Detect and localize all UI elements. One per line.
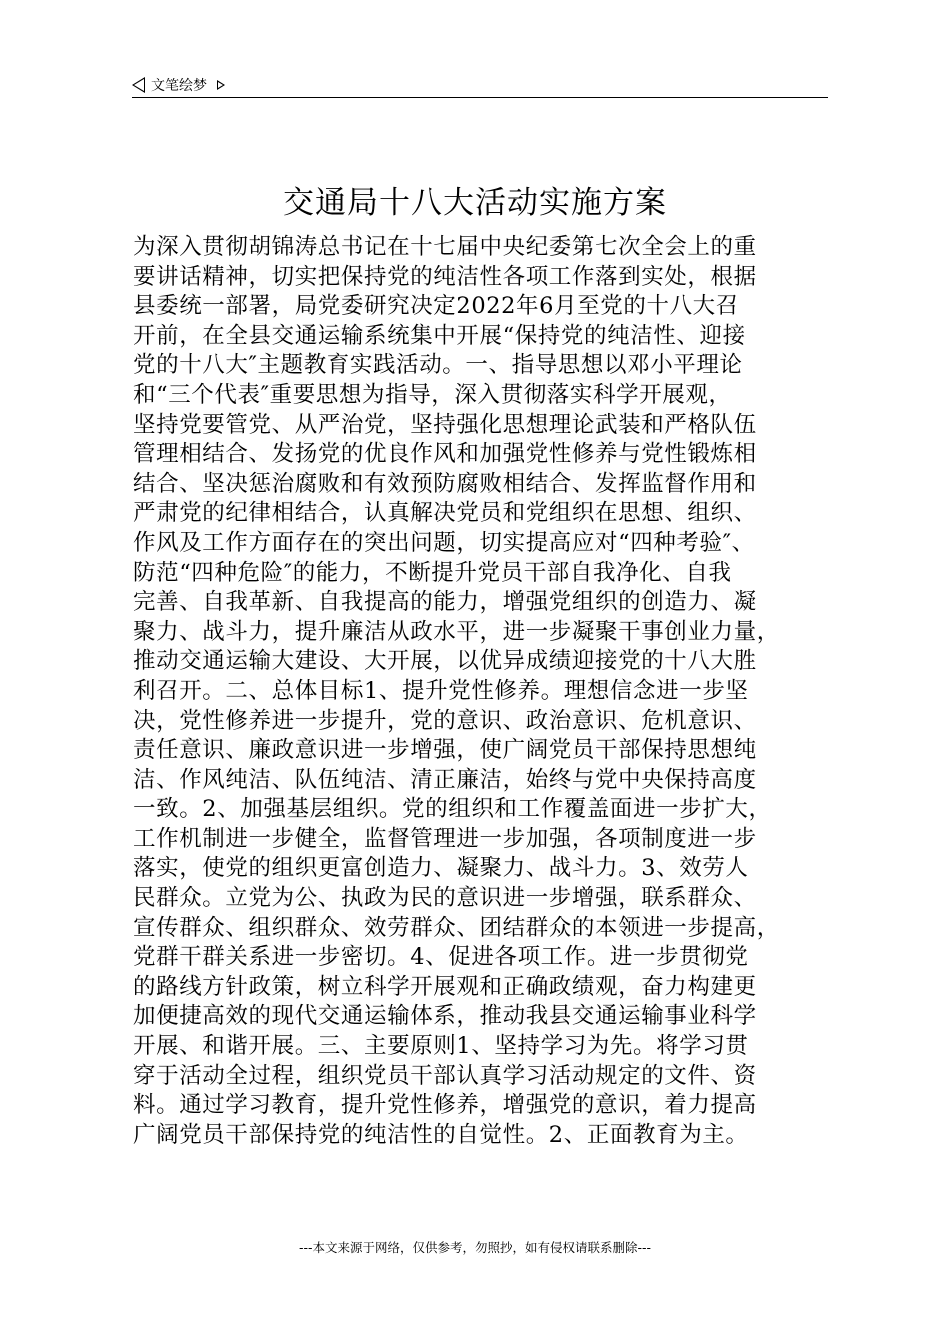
body-line: 结合、坚决惩治腐败和有效预防腐败相结合、发挥监督作用和 <box>133 470 757 497</box>
body-line: 民群众。立党为公、执政为民的意识进一步增强，联系群众、 <box>133 885 757 912</box>
body-line: 宣传群众、组织群众、效劳群众、团结群众的本领进一步提高， <box>133 914 780 941</box>
body-line: 推动交通运输大建设、大开展，以优异成绩迎接党的十八大胜 <box>133 648 757 675</box>
body-line: 开前，在全县交通运输系统集中开展“保持党的纯洁性、迎接 <box>133 322 746 349</box>
body-line: 严肃党的纪律相结合，认真解决党员和党组织在思想、组织、 <box>133 500 757 527</box>
document-body <box>133 233 833 1150</box>
body-line: 工作机制进一步健全，监督管理进一步加强，各项制度进一步 <box>133 825 757 852</box>
body-line: 的路线方针政策，树立科学开展观和正确政绩观，奋力构建更 <box>133 973 757 1000</box>
header-brand: 文笔绘梦 <box>151 78 207 94</box>
triangle-left-icon <box>132 77 145 93</box>
document-title: 交通局十八大活动实施方案 <box>283 185 667 221</box>
body-line: 和“三个代表″重要思想为指导，深入贯彻落实科学开展观， <box>133 381 732 408</box>
header-divider <box>132 97 828 98</box>
body-line: 料。通过学习教育，提升党性修养，增强党的意识，着力提高 <box>133 1092 757 1119</box>
body-line: 聚力、战斗力，提升廉洁从政水平，进一步凝聚干事创业力量， <box>133 618 780 645</box>
triangle-right-icon <box>217 80 225 90</box>
body-line: 决，党性修养进一步提升，党的意识、政治意识、危机意识、 <box>133 707 757 734</box>
footer-notice: ---本文来源于网络，仅供参考，勿照抄，如有侵权请联系删除--- <box>298 1240 652 1255</box>
body-line: 洁、作风纯洁、队伍纯洁、清正廉洁，始终与党中央保持高度 <box>133 766 757 793</box>
body-line: 作风及工作方面存在的突出问题，切实提高应对“四种考验″、 <box>133 529 755 556</box>
body-line: 要讲话精神，切实把保持党的纯洁性各项工作落到实处，根据 <box>133 263 757 290</box>
body-line: 加便捷高效的现代交通运输体系，推动我县交通运输事业科学 <box>133 1003 757 1030</box>
body-line: 县委统一部署，局党委研究决定2022年6月至党的十八大召 <box>133 293 739 320</box>
body-line: 防范“四种危险″的能力，不断提升党员干部自我净化、自我 <box>133 559 732 586</box>
body-line: 广阔党员干部保持党的纯洁性的自觉性。2、正面教育为主。 <box>133 1121 749 1148</box>
body-line: 穿于活动全过程，组织党员干部认真学习活动规定的文件、资 <box>133 1062 757 1089</box>
body-line: 落实，使党的组织更富创造力、凝聚力、战斗力。3、效劳人 <box>133 855 749 882</box>
body-line: 利召开。二、总体目标1、提升党性修养。理想信念进一步坚 <box>133 677 749 704</box>
body-line: 党群干群关系进一步密切。4、促进各项工作。进一步贯彻党 <box>133 944 749 971</box>
body-line: 完善、自我革新、自我提高的能力，增强党组织的创造力、凝 <box>133 589 757 616</box>
body-line: 为深入贯彻胡锦涛总书记在十七届中央纪委第七次全会上的重 <box>133 234 757 260</box>
header-brand-row <box>132 74 225 97</box>
body-line: 坚持党要管党、从严治党，坚持强化思想理论武装和严格队伍 <box>133 411 757 438</box>
body-line: 党的十八大″主题教育实践活动。一、指导思想以邓小平理论 <box>133 352 743 379</box>
body-line: 开展、和谐开展。三、主要原则1、坚持学习为先。将学习贯 <box>133 1033 749 1060</box>
page-header <box>132 74 828 98</box>
body-line: 管理相结合、发扬党的优良作风和加强党性修养与党性锻炼相 <box>133 441 757 468</box>
body-line: 责任意识、廉政意识进一步增强，使广阔党员干部保持思想纯 <box>133 737 757 764</box>
body-line: 一致。2、加强基层组织。党的组织和工作覆盖面进一步扩大， <box>133 796 772 823</box>
